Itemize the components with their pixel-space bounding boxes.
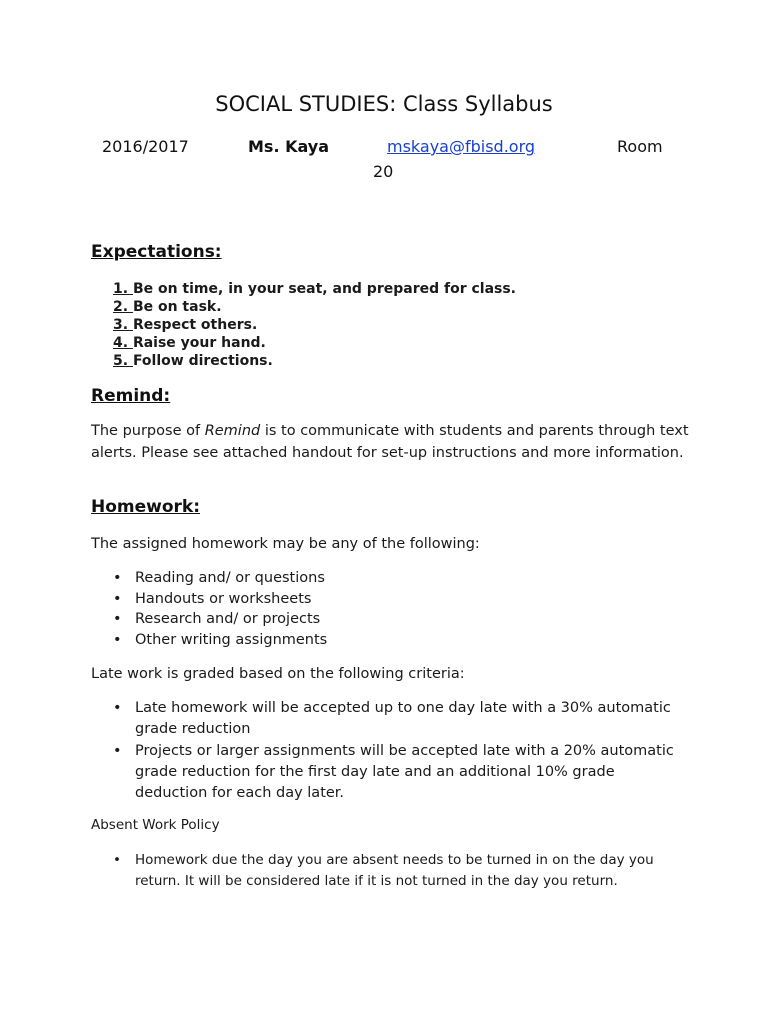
remind-app-name: Remind xyxy=(204,423,261,439)
list-item xyxy=(113,298,516,316)
school-year: 2016/2017 xyxy=(102,137,189,156)
bullet-icon: • xyxy=(113,742,122,759)
item-text: Be on time, in your seat, and prepared for class. xyxy=(132,281,517,297)
list-item xyxy=(113,280,516,298)
list-item: • Late homework will be accepted up to one day late with a 30% automatic grade reduction xyxy=(113,700,671,738)
bullet-icon: • xyxy=(113,852,121,868)
expectations-list xyxy=(113,280,516,370)
homework-types-list xyxy=(91,568,691,650)
item-number: 2. xyxy=(113,299,133,315)
homework-heading: Homework: xyxy=(91,497,201,517)
expectations-heading: Expectations: xyxy=(91,242,222,262)
item-text: Be on task. xyxy=(132,299,222,315)
late-work-intro: Late work is graded based on the following criteria: xyxy=(91,666,465,682)
list-item: • Homework due the day you are absent needs to be turned in on the day you return. It will be considered late if it is not turned in the day you return. xyxy=(113,852,654,889)
list-item: • Research and/ or projects xyxy=(91,609,691,630)
list-item: • Reading and/ or questions xyxy=(91,568,691,589)
bullet-icon: • xyxy=(113,590,122,607)
item-number: 3. xyxy=(113,317,133,333)
teacher-name: Ms. Kaya xyxy=(248,137,330,156)
bullet-icon: • xyxy=(113,700,122,716)
item-number: 1. xyxy=(113,281,133,297)
item-text: Respect others. xyxy=(132,317,258,333)
item-text: Follow directions. xyxy=(132,353,273,369)
item-number: 4. xyxy=(113,335,133,351)
list-item: • Projects or larger assignments will be accepted late with a 20% automatic grade reduction for the first day late and an additional 10% grade deduction for each day later. xyxy=(113,742,674,802)
bullet-icon: • xyxy=(113,570,122,586)
teacher-email-link[interactable]: mskaya@fbisd.org xyxy=(387,137,536,156)
list-item: • Handouts or worksheets xyxy=(91,589,691,610)
bullet-icon: • xyxy=(113,631,122,648)
bullet-icon: • xyxy=(113,611,122,627)
list-item xyxy=(113,316,516,334)
absent-policy-heading: Absent Work Policy xyxy=(91,817,220,833)
remind-heading: Remind: xyxy=(91,386,171,406)
room-number: 20 xyxy=(373,162,394,181)
list-item xyxy=(113,352,516,370)
remind-paragraph: The purpose of Remind is to communicate with students and parents through text alerts. Please see attached handout for set-up instructions and more information. xyxy=(91,423,689,461)
list-item xyxy=(113,334,516,352)
list-item: • Other writing assignments xyxy=(91,630,691,651)
room-label: Room xyxy=(617,137,663,156)
homework-intro: The assigned homework may be any of the following: xyxy=(91,536,480,552)
page-title: SOCIAL STUDIES: Class Syllabus xyxy=(215,92,553,116)
item-text: Raise your hand. xyxy=(132,335,266,351)
item-number: 5. xyxy=(113,353,133,369)
late-work-list xyxy=(91,698,691,804)
absent-policy-list xyxy=(91,850,691,892)
